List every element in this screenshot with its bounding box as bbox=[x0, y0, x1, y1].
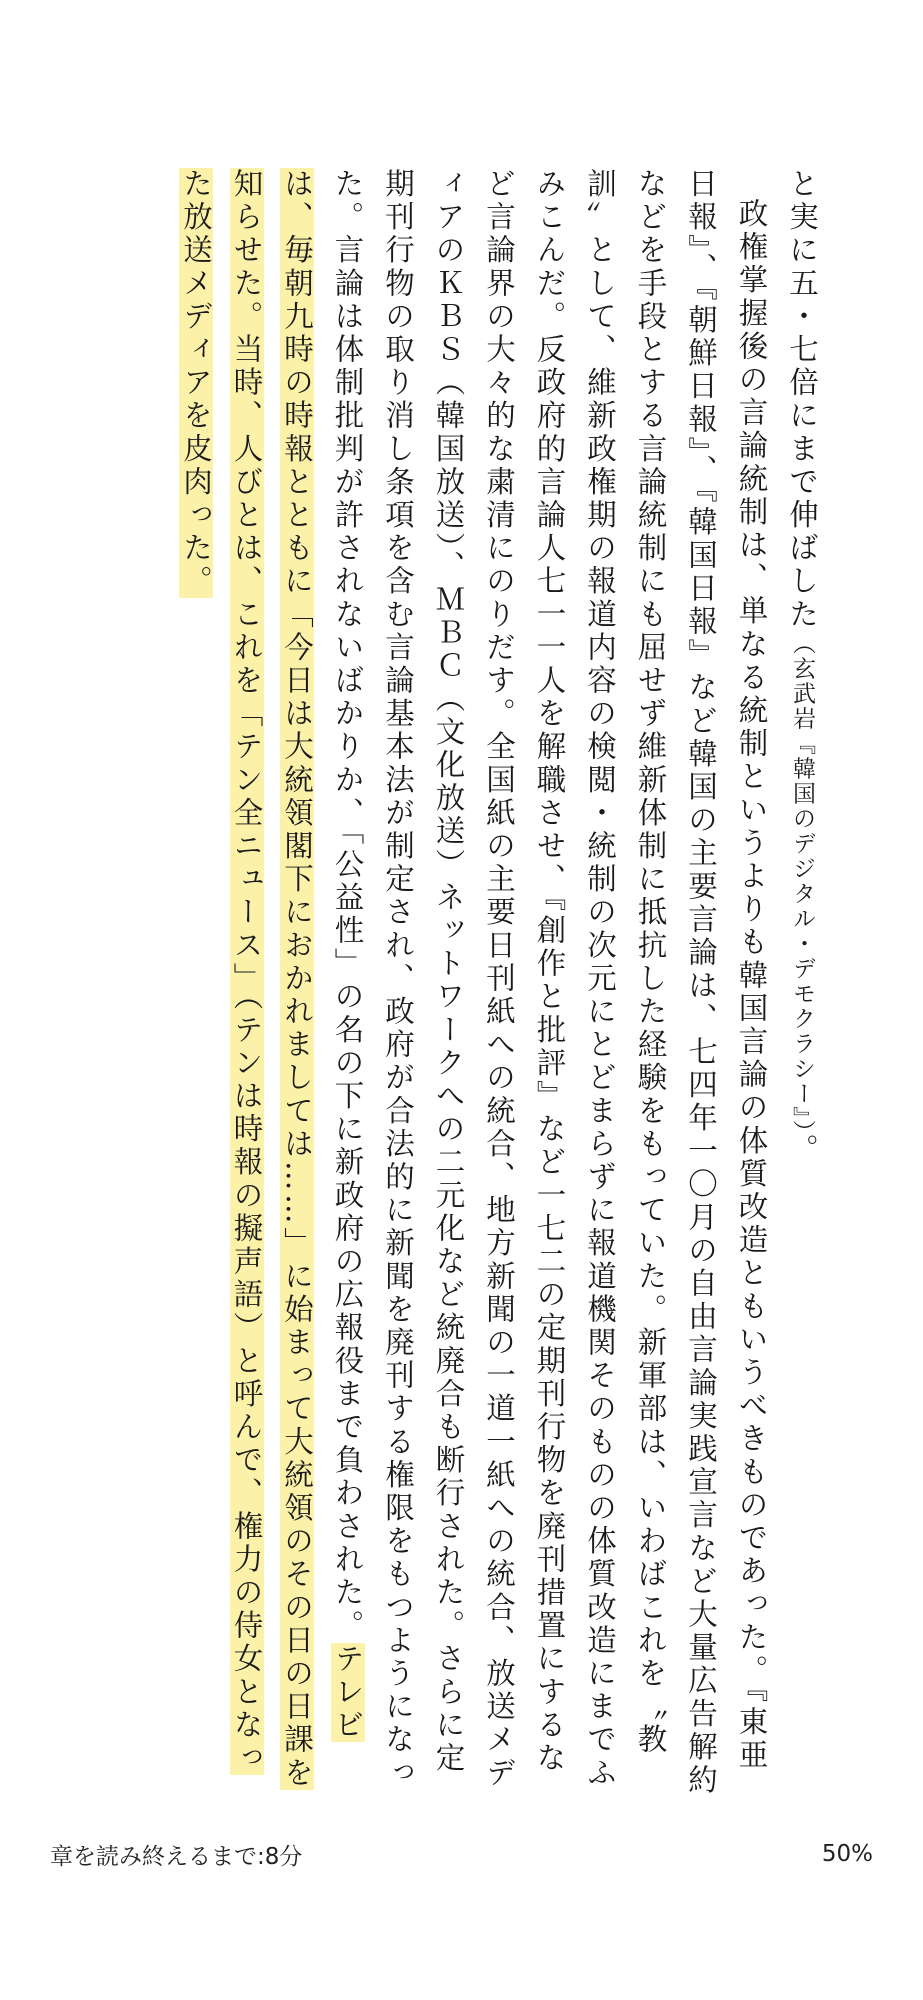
progress-percent: 50% bbox=[821, 1841, 873, 1867]
highlighted-passage[interactable]: テレビは、毎朝九時の時報とともに「今日は大統領閣下におかれましては……」に始まって大統領のその日の日課を知らせた。当時、人びとは、これを「テン全ニュース」（テンは時報の擬声語）と呼んで、権力の侍女となった放送メディアを皮肉った。 bbox=[179, 168, 365, 1790]
paragraph-1 bbox=[777, 168, 828, 1798]
book-text-area[interactable] bbox=[67, 168, 827, 1798]
paragraph-2 bbox=[171, 168, 777, 1798]
reading-progress-footer bbox=[50, 1834, 873, 1874]
source-citation: （玄武岩『韓国のデジタル・デモクラシー』） bbox=[789, 631, 815, 1134]
paragraph-2-text: 政権掌握後の言論統制は、単なる統制というよりも韓国言論の体質改造ともいうべきものであった。『東亜日報』、『朝鮮日報』、『韓国日報』など韓国の主要言論は、七四年一〇月の自由言論実践宣言など大量広告解約などを手段とする言論統制にも屈せず維新体制に抵抗した経験をもっていた。新軍部は、いわばこれを〝教訓〟として、維新政権期の報道内容の検閲・統制の次元にとどまらずに報道機関そのものの体質改造にまでふみこんだ。反政府的言論人七一一人を解職させ、『創作と批評』など一七二の定期刊行物を廃刊措置にするなど言論界の大々的な粛清にのりだす。全国紙の主要日刊紙への統合、地方新聞の一道一紙への統合、放送メディアのＫＢＳ（韓国放送）、ＭＢＣ（文化放送）ネットワークへの二元化など統廃合も断行された。さらに定期刊行物の取り消し条項を含む言論基本法が制定され、政府が合法的に新聞を廃刊する権限をもつようになった。言論は体制批判が許されないばかりか、「公益性」の名の下に新政府の広報役まで負わされた。 bbox=[330, 168, 769, 1798]
paragraph-1-text: と実に五・七倍にまで伸ばした bbox=[785, 168, 819, 632]
paragraph-1-end: 。 bbox=[785, 1133, 819, 1167]
time-left-label: 章を読み終えるまで:8分 bbox=[50, 1843, 303, 1870]
